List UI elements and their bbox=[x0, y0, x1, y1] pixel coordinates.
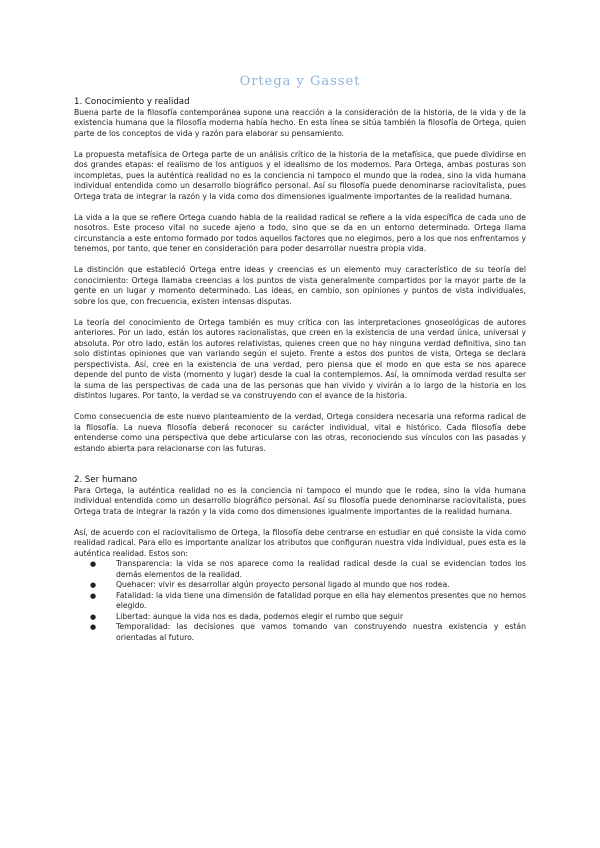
list-item: ● Transparencia: la vida se nos aparece como la realidad radical desde la cual se evidencian todos los demás elementos de la realidad. bbox=[116, 559, 526, 580]
paragraph: Buena parte de la filosofía contemporánea supone una reacción a la consideración de la historia, de la vida y de la existencia humana que la filosofía moderna había hecho. En esta línea se sitúa también la filosofía de Ortega, quien parte de los conceptos de vida y razón para elaborar su pensamiento. bbox=[74, 107, 526, 138]
paragraph: La teoría del conocimiento de Ortega también es muy crítica con las interpretaciones gnoseológicas de autores anteriores. Por un lado, están los autores racionalistas, que creen en la existencia de una verdad única, universal y absoluta. Por otro lado, están los autores relativistas, quienes creen que no hay ninguna verdad definitiva, sino tan solo distintas opiniones que van variando según el sujeto. Frente a estos dos puntos de vista, Ortega se declara perspectivista. Así, cree en la existencia de una verdad, pero piensa que el modo en que esta se nos aparece depende del punto de vista (momento y lugar) desde la cual la contemplemos. Así, la omnímoda verdad resulta ser la suma de las perspectivas de cada una de las personas que han vivido y vivirán a lo largo de la historia en los distintos lugares. Por tanto, la verdad se va construyendo con el avance de la historia. bbox=[74, 317, 526, 400]
document-body bbox=[74, 97, 526, 643]
paragraph: La vida a la que se refiere Ortega cuando habla de la realidad radical se refiere a la vida específica de cada uno de nosotros. Este proceso vital no sucede ajeno a todo, sino que se da en un entorno determinado. Ortega llama circunstancia a este entorno formado por todos aquellos factores que no elegimos, pero a los que nos enfrentamos y tenemos, por tanto, que tener en consideración para poder desarrollar nuestra propia vida. bbox=[74, 212, 526, 253]
section-ser-humano bbox=[74, 475, 526, 643]
attributes-list bbox=[74, 559, 526, 643]
paragraph: Así, de acuerdo con el raciovitalismo de Ortega, la filosofía debe centrarse en estudiar en qué consiste la vida como realidad radical. Para ello es importante analizar los atributos que configuran nuestra vida individual, pues esta es la auténtica realidad. Estos son: bbox=[74, 527, 526, 558]
document-title: Ortega y Gasset bbox=[239, 74, 361, 89]
list-item: ● Temporalidad: las decisiones que vamos tomando van construyendo nuestra existencia y están orientadas al futuro. bbox=[116, 622, 526, 643]
paragraph: Para Ortega, la auténtica realidad no es la conciencia ni tampoco el mundo que le rodea, sino la vida humana individual entendida como un desarrollo biográfico personal. Así su filosofía puede denominarse raciovitalista, pues Ortega trata de integrar la razón y la vida como dos dimensiones igualmente importantes de la realidad humana. bbox=[74, 485, 526, 516]
list-item: ● Quehacer: vivir es desarrollar algún proyecto personal ligado al mundo que nos rodea. bbox=[116, 580, 526, 591]
section-conocimiento-y-realidad bbox=[74, 97, 526, 454]
section-heading: 2. Ser humano bbox=[74, 475, 138, 485]
paragraph: La propuesta metafísica de Ortega parte de un análisis crítico de la historia de la metafísica, que puede dividirse en dos grandes etapas: el realismo de los antiguos y el idealismo de los modernos. Para Ortega, ambas posturas son incompletas, pues la auténtica realidad no es la conciencia ni tampoco el mundo que la rodea, sino la vida humana individual entendida como un desarrollo biográfico personal. Así su filosofía puede denominarse raciovitalista, pues Ortega trata de integrar la razón y la vida como dos dimensiones igualmente importantes de la realidad humana. bbox=[74, 149, 526, 201]
list-item: ● Libertad: aunque la vida nos es dada, podemos elegir el rumbo que seguir bbox=[116, 612, 526, 623]
section-divider-space bbox=[74, 465, 526, 476]
list-item: ● Fatalidad: la vida tiene una dimensión de fatalidad porque en ella hay elementos presentes que no hemos elegido. bbox=[116, 591, 526, 612]
section-heading: 1. Conocimiento y realidad bbox=[74, 97, 190, 107]
paragraph: Como consecuencia de este nuevo planteamiento de la verdad, Ortega considera necesaria una reforma radical de la filosofía. La nueva filosofía deberá reconocer su carácter individual, vital e histórico. Cada filosofía debe entenderse como una perspectiva que debe articularse con las otras, reconociendo sus vínculos con las pasadas y estando abierta para relacionarse con las futuras. bbox=[74, 412, 526, 453]
paragraph: La distinción que estableció Ortega entre ideas y creencias es un elemento muy característico de su teoría del conocimiento: Ortega llamaba creencias a los puntos de vista generalmente compartidos por la mayor parte de la gente en un lugar y momento determinado. Las ideas, en cambio, son opiniones y puntos de vista individuales, sobre los que, con frecuencia, existen intensas disputas. bbox=[74, 265, 526, 306]
